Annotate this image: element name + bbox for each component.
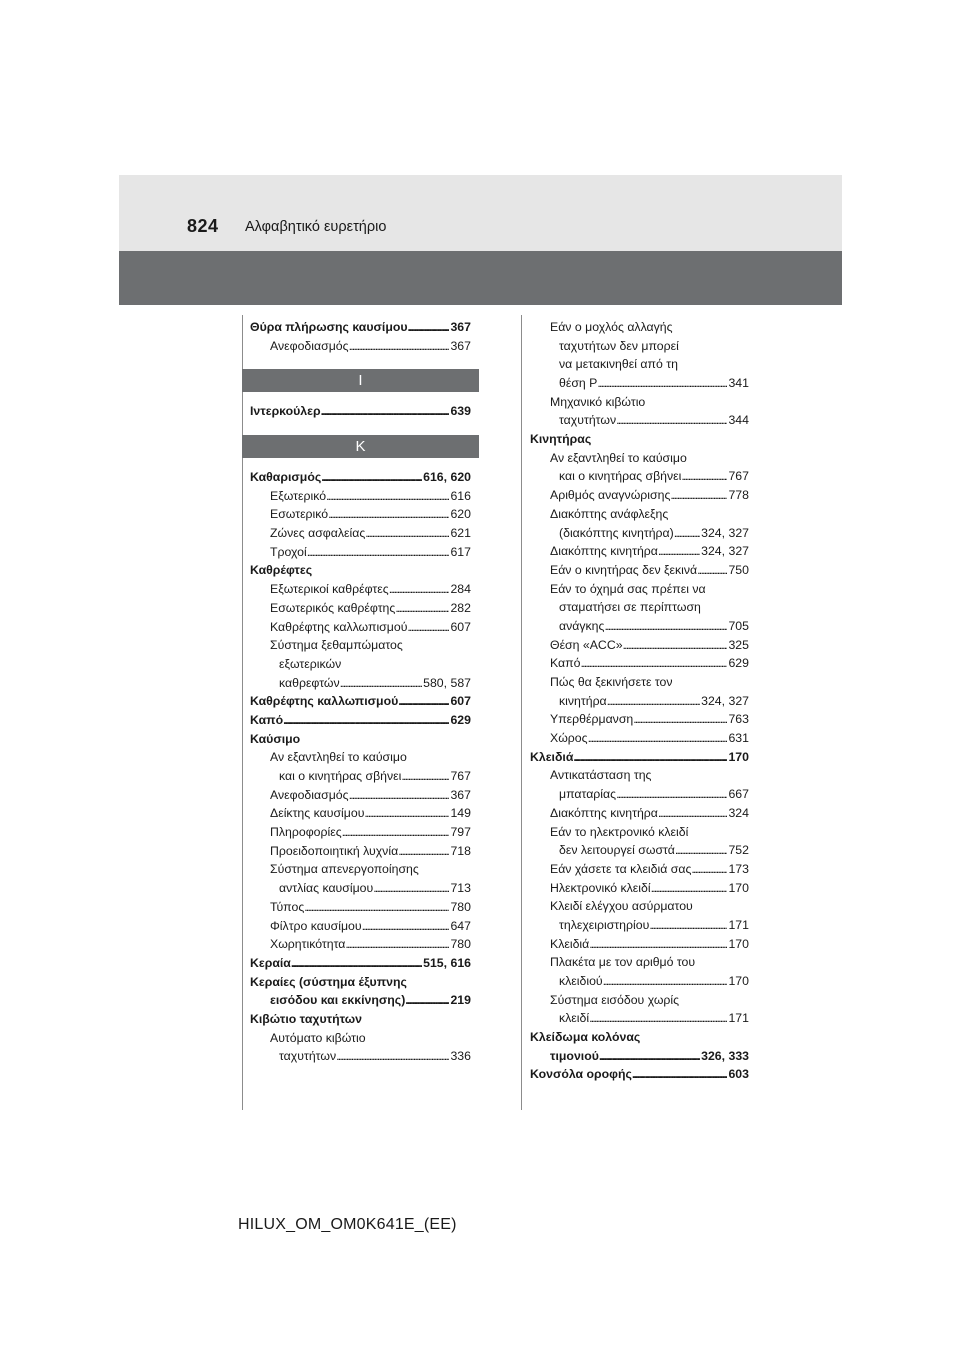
dot-leader — [674, 524, 700, 543]
index-entry-text: Εάν το ηλεκτρονικό κλειδί — [550, 824, 689, 839]
index-entry — [530, 430, 749, 449]
index-entry-page[interactable]: 171 — [728, 1011, 749, 1026]
dot-leader — [649, 916, 727, 935]
index-entry — [530, 486, 749, 505]
index-entry-text: κινητήρα — [559, 693, 607, 708]
index-entry-text: ταχυτήτων δεν μπορεί — [559, 338, 679, 353]
index-entry — [530, 935, 749, 954]
index-entry — [530, 542, 749, 561]
index-entry — [250, 842, 471, 861]
dot-leader — [607, 692, 700, 711]
index-entry-text: τηλεχειριστηρίου — [559, 917, 650, 932]
dot-leader — [307, 543, 450, 562]
index-entry-page[interactable]: 750 — [728, 562, 749, 577]
index-entry-text: Θύρα πλήρωσης καυσίμου — [250, 319, 408, 334]
index-entry — [530, 1047, 749, 1066]
index-entry-text: και ο κινητήρας σβήνει — [279, 769, 402, 784]
index-entry — [250, 711, 471, 730]
dot-leader — [623, 636, 728, 655]
index-entry-page[interactable]: 705 — [728, 618, 749, 633]
dot-leader — [328, 505, 449, 524]
index-entry — [530, 785, 749, 804]
index-entry-text: και ο κινητήρας σβήνει — [559, 469, 682, 484]
index-entry-text: Υπερθέρμανση — [550, 712, 634, 727]
index-entry-text: Εξωτερικοί καθρέφτες — [270, 582, 389, 597]
index-entry-text: Ζώνες ασφαλείας — [270, 526, 366, 541]
index-entry-page[interactable]: 325 — [728, 637, 749, 652]
index-entry — [250, 580, 471, 599]
index-entry-text: Σύστημα ξεθαμπώματος — [270, 638, 403, 653]
index-entry-page[interactable]: 767 — [450, 769, 471, 784]
index-entry-text: Τύπος — [270, 899, 305, 914]
dot-leader — [597, 374, 727, 393]
dot-leader — [362, 917, 450, 936]
index-entry-text: ταχυτήτων — [559, 413, 617, 428]
index-entry-text: δεν λειτουργεί σωστά — [559, 843, 675, 858]
index-entry-text: Πλακέτα με τον αριθμό του — [550, 955, 696, 970]
index-entry — [530, 692, 749, 711]
index-entry — [250, 973, 471, 992]
document-code: HILUX_OM_OM0K641E_(EE) — [238, 1216, 457, 1233]
index-entry-text: Αν εξαντληθεί το καύσιμο — [270, 750, 407, 765]
index-entry — [250, 804, 471, 823]
dot-leader — [373, 879, 449, 898]
index-entry-text: Κονσόλα οροφής — [530, 1067, 632, 1082]
index-entry-page[interactable]: 629 — [728, 656, 749, 671]
index-entry-text: καθρεφτών — [279, 675, 340, 690]
index-entry — [250, 655, 471, 674]
index-entry — [530, 355, 749, 374]
index-entry-page[interactable]: 170 — [728, 936, 749, 951]
dot-leader — [304, 898, 449, 917]
index-entry-page[interactable]: 616, 620 — [423, 470, 471, 485]
index-entry-text: Πώς θα ξεκινήσετε τον — [550, 675, 673, 690]
index-entry-text: μπαταρίας — [559, 787, 617, 802]
dot-leader — [632, 1065, 728, 1084]
middle-column-rule — [521, 315, 522, 1110]
index-entry-page[interactable]: 629 — [450, 712, 471, 727]
index-entry-page[interactable]: 170 — [728, 880, 749, 895]
index-entry — [530, 617, 749, 636]
index-entry-text: ανάγκης — [559, 618, 605, 633]
index-entry — [530, 318, 749, 337]
index-entry — [530, 916, 749, 935]
section-letter-header: Ι — [242, 369, 479, 392]
index-entry-page[interactable]: 620 — [450, 507, 471, 522]
index-entry-page[interactable]: 780 — [450, 937, 471, 952]
index-entry-text: Χωρητικότητα — [270, 937, 346, 952]
index-entry-page[interactable]: 603 — [728, 1067, 749, 1082]
index-entry-text: Κλειδιά — [550, 936, 590, 951]
index-entry-page[interactable]: 149 — [450, 806, 471, 821]
index-entry — [250, 879, 471, 898]
index-entry-text: θέση P — [559, 376, 598, 391]
index-entry-text: ταχυτήτων — [279, 1049, 337, 1064]
index-entry-text: (διακόπτης κινητήρα) — [559, 525, 674, 540]
index-entry — [530, 1028, 749, 1047]
index-entry-text: Κεραίες (σύστημα έξυπνης — [250, 974, 407, 989]
index-entry — [530, 804, 749, 823]
header-dark-band — [119, 251, 842, 305]
index-entry-text: Καθρέφτης καλλωπισμού — [270, 619, 408, 634]
index-entry — [250, 1029, 471, 1048]
index-entry-page[interactable]: 170 — [728, 974, 749, 989]
dot-leader — [589, 935, 727, 954]
index-entry — [250, 786, 471, 805]
dot-leader — [321, 402, 450, 421]
index-entry — [250, 337, 471, 356]
index-entry-text: Καπό — [250, 712, 284, 727]
index-entry — [250, 730, 471, 749]
index-entry-text: Εξωτερικό — [270, 488, 327, 503]
index-entry-text: Κλειδιά — [530, 749, 574, 764]
index-entry — [250, 599, 471, 618]
index-entry-text: Διακόπτης κινητήρα — [550, 544, 658, 559]
index-entry — [250, 636, 471, 655]
index-entry-page[interactable]: 173 — [728, 861, 749, 876]
index-entry-text: Θέση «ACC» — [550, 637, 623, 652]
header-band — [119, 175, 842, 251]
index-entry-page[interactable]: 631 — [728, 731, 749, 746]
index-entry — [530, 823, 749, 842]
dot-leader — [398, 692, 449, 711]
index-entry — [530, 767, 749, 786]
index-entry-text: Εάν το όχημά σας πρέπει να — [550, 581, 706, 596]
dot-leader — [405, 991, 449, 1010]
index-entry-page[interactable]: 367 — [450, 787, 471, 802]
index-entry — [530, 654, 749, 673]
index-entry-text: Καπό — [550, 656, 581, 671]
dot-leader — [395, 599, 449, 618]
index-entry — [530, 897, 749, 916]
index-entry-text: να μετακινηθεί από τη — [559, 357, 678, 372]
index-entry-text: Ηλεκτρονικό κλειδί — [550, 880, 651, 895]
index-entry-text: Αυτόματο κιβώτιο — [270, 1030, 366, 1045]
index-entry — [530, 879, 749, 898]
dot-leader — [365, 524, 449, 543]
index-entry — [250, 487, 471, 506]
index-entry — [530, 598, 749, 617]
index-entry — [250, 618, 471, 637]
index-entry-text: Καθρέφτης καλλωπισμού — [250, 694, 399, 709]
dot-leader — [364, 804, 449, 823]
dot-leader — [326, 487, 449, 506]
page-title: Αλφαβητικό ευρετήριο — [245, 219, 387, 235]
index-entry-text: τιμονιού — [550, 1048, 599, 1063]
dot-leader — [342, 823, 450, 842]
index-entry-page[interactable]: 170 — [728, 749, 749, 764]
index-entry — [250, 954, 471, 973]
index-entry-text: Κλειδί ελέγχου ασύρματου — [550, 899, 693, 914]
index-entry-page[interactable]: 647 — [450, 918, 471, 933]
section-letter-header: Κ — [242, 435, 479, 458]
index-entry-page[interactable]: 797 — [450, 825, 471, 840]
dot-leader — [589, 1009, 727, 1028]
index-entry — [250, 991, 471, 1010]
index-entry-text: Κλείδωμα κολόνας — [530, 1030, 641, 1045]
index-entry-page[interactable]: 344 — [728, 413, 749, 428]
dot-leader — [345, 935, 449, 954]
index-entry-page[interactable]: 713 — [450, 881, 471, 896]
index-entry-text: Εσωτερικός καθρέφτης — [270, 600, 396, 615]
index-entry-text: εξωτερικών — [279, 656, 342, 671]
index-entry-page[interactable]: 639 — [450, 404, 471, 419]
index-entry-text: Εάν ο μοχλός αλλαγής — [550, 319, 673, 334]
index-entry — [530, 841, 749, 860]
dot-leader — [408, 318, 450, 337]
index-entry — [530, 748, 749, 767]
dot-leader — [283, 711, 449, 730]
index-entry-page[interactable]: 763 — [728, 712, 749, 727]
dot-leader — [670, 486, 727, 505]
index-entry-text: Εάν χάσετε τα κλειδιά σας — [550, 861, 692, 876]
dot-leader — [321, 468, 422, 487]
index-entry-text: Σύστημα εισόδου χωρίς — [550, 992, 680, 1007]
index-entry-page[interactable]: 324, 327 — [701, 693, 749, 708]
index-entry-page[interactable]: 607 — [450, 619, 471, 634]
index-entry-page[interactable]: 718 — [450, 843, 471, 858]
index-entry-text: Μηχανικό κιβώτιο — [550, 394, 646, 409]
index-entry — [530, 972, 749, 991]
index-entry — [250, 562, 471, 581]
index-entry-page[interactable]: 324, 327 — [701, 544, 749, 559]
dot-leader — [651, 879, 728, 898]
index-entry-text: Αντικατάσταση της — [550, 768, 652, 783]
index-entry-page[interactable]: 667 — [728, 787, 749, 802]
index-column-right — [530, 318, 749, 1084]
index-entry — [530, 337, 749, 356]
index-entry-page[interactable]: 617 — [450, 544, 471, 559]
index-entry — [530, 1066, 749, 1085]
index-entry-text: κλειδί — [559, 1011, 590, 1026]
index-entry-text: Κινητήρας — [530, 432, 592, 447]
index-entry-text: Δείκτης καυσίμου — [270, 806, 365, 821]
index-entry — [250, 767, 471, 786]
index-entry — [250, 524, 471, 543]
index-entry-page[interactable]: 171 — [728, 917, 749, 932]
dot-leader — [697, 561, 727, 580]
index-entry — [250, 898, 471, 917]
dot-leader — [407, 618, 449, 637]
dot-leader — [599, 1047, 700, 1066]
index-entry-text: Ανεφοδιασμός — [270, 787, 349, 802]
index-entry — [250, 402, 471, 421]
index-entry — [250, 935, 471, 954]
dot-leader — [573, 748, 727, 767]
index-entry — [530, 374, 749, 393]
index-entry-text: Καθαρισμός — [250, 470, 322, 485]
index-entry — [530, 393, 749, 412]
dot-leader — [588, 729, 728, 748]
index-entry-text: Ανεφοδιασμός — [270, 338, 349, 353]
index-entry-text: αντλίας καυσίμου — [279, 881, 374, 896]
index-entry — [530, 729, 749, 748]
dot-leader — [658, 804, 728, 823]
index-entry-text: Χώρος — [550, 731, 588, 746]
index-entry-text: εισόδου και εκκίνησης) — [270, 993, 406, 1008]
index-entry-page[interactable]: 778 — [728, 488, 749, 503]
dot-leader — [401, 767, 449, 786]
index-entry — [530, 636, 749, 655]
dot-leader — [340, 674, 422, 693]
index-entry — [250, 861, 471, 880]
index-entry — [250, 823, 471, 842]
index-entry-text: Προειδοποιητική λυχνία — [270, 843, 399, 858]
index-entry-page[interactable]: 341 — [728, 376, 749, 391]
index-entry — [530, 524, 749, 543]
dot-leader — [398, 842, 449, 861]
index-entry-page[interactable]: 367 — [450, 338, 471, 353]
index-entry — [250, 468, 471, 487]
index-entry-page[interactable]: 324 — [728, 805, 749, 820]
dot-leader — [616, 411, 727, 430]
index-entry-page[interactable]: 282 — [450, 600, 471, 615]
index-entry-page[interactable]: 607 — [450, 694, 471, 709]
index-entry-text: Τροχοί — [270, 544, 307, 559]
index-entry-text: Καύσιμο — [250, 731, 301, 746]
index-entry — [530, 953, 749, 972]
index-entry-page[interactable]: 515, 616 — [423, 955, 471, 970]
index-entry — [250, 1047, 471, 1066]
index-entry — [250, 505, 471, 524]
index-entry — [530, 991, 749, 1010]
index-entry-text: Διακόπτης ανάφλεξης — [550, 506, 669, 521]
index-entry — [530, 710, 749, 729]
index-entry-text: Καθρέφτες — [250, 563, 313, 578]
dot-leader — [336, 1047, 449, 1066]
index-entry — [530, 860, 749, 879]
index-entry-page[interactable]: 367 — [450, 319, 471, 334]
dot-leader — [349, 337, 450, 356]
index-entry-text: Ιντερκούλερ — [250, 404, 321, 419]
index-entry — [530, 561, 749, 580]
dot-leader — [633, 710, 727, 729]
index-entry-page[interactable]: 752 — [728, 843, 749, 858]
index-entry — [250, 748, 471, 767]
index-entry-text: κλειδιού — [559, 974, 603, 989]
index-entry-text: Εσωτερικό — [270, 507, 329, 522]
page-number: 824 — [187, 216, 219, 236]
index-entry-page[interactable]: 284 — [450, 582, 471, 597]
index-entry-page[interactable]: 219 — [450, 993, 471, 1008]
index-entry-text: Κεραία — [250, 955, 291, 970]
index-entry-page[interactable]: 580, 587 — [423, 675, 471, 690]
dot-leader — [691, 860, 727, 879]
dot-leader — [658, 542, 700, 561]
dot-leader — [604, 617, 727, 636]
index-entry-text: Σύστημα απενεργοποίησης — [270, 862, 419, 877]
index-entry — [530, 505, 749, 524]
index-entry-text: Αν εξαντληθεί το καύσιμο — [550, 450, 687, 465]
dot-leader — [616, 785, 727, 804]
index-entry-page[interactable]: 324, 327 — [701, 525, 749, 540]
index-entry-page[interactable]: 621 — [450, 526, 471, 541]
index-entry — [530, 468, 749, 487]
dot-leader — [675, 841, 728, 860]
index-entry-page[interactable]: 616 — [450, 488, 471, 503]
index-entry — [530, 1009, 749, 1028]
index-entry-text: σταματήσει σε περίπτωση — [559, 600, 701, 615]
index-entry — [250, 917, 471, 936]
index-entry-page[interactable]: 336 — [450, 1049, 471, 1064]
index-entry-text: Εάν ο κινητήρας δεν ξεκινά — [550, 562, 698, 577]
index-entry-page[interactable]: 767 — [728, 469, 749, 484]
dot-leader — [580, 654, 727, 673]
index-entry — [250, 692, 471, 711]
index-entry-text: Φίλτρο καυσίμου — [270, 918, 362, 933]
index-entry — [250, 1010, 471, 1029]
index-entry-page[interactable]: 780 — [450, 899, 471, 914]
index-entry — [530, 580, 749, 599]
index-entry-text: Πληροφορίες — [270, 825, 342, 840]
dot-leader — [389, 580, 450, 599]
dot-leader — [291, 954, 422, 973]
index-entry-page[interactable]: 326, 333 — [701, 1048, 749, 1063]
index-entry-text: Διακόπτης κινητήρα — [550, 805, 658, 820]
index-entry — [530, 673, 749, 692]
index-entry — [250, 543, 471, 562]
index-column-left — [250, 318, 471, 1066]
dot-leader — [681, 467, 727, 486]
index-entry — [250, 318, 471, 337]
index-entry-text: Αριθμός αναγνώρισης — [550, 488, 671, 503]
dot-leader — [349, 786, 450, 805]
index-entry — [530, 449, 749, 468]
dot-leader — [603, 972, 728, 991]
index-entry-text: Κιβώτιο ταχυτήτων — [250, 1011, 362, 1026]
index-entry — [250, 674, 471, 693]
index-entry — [530, 411, 749, 430]
